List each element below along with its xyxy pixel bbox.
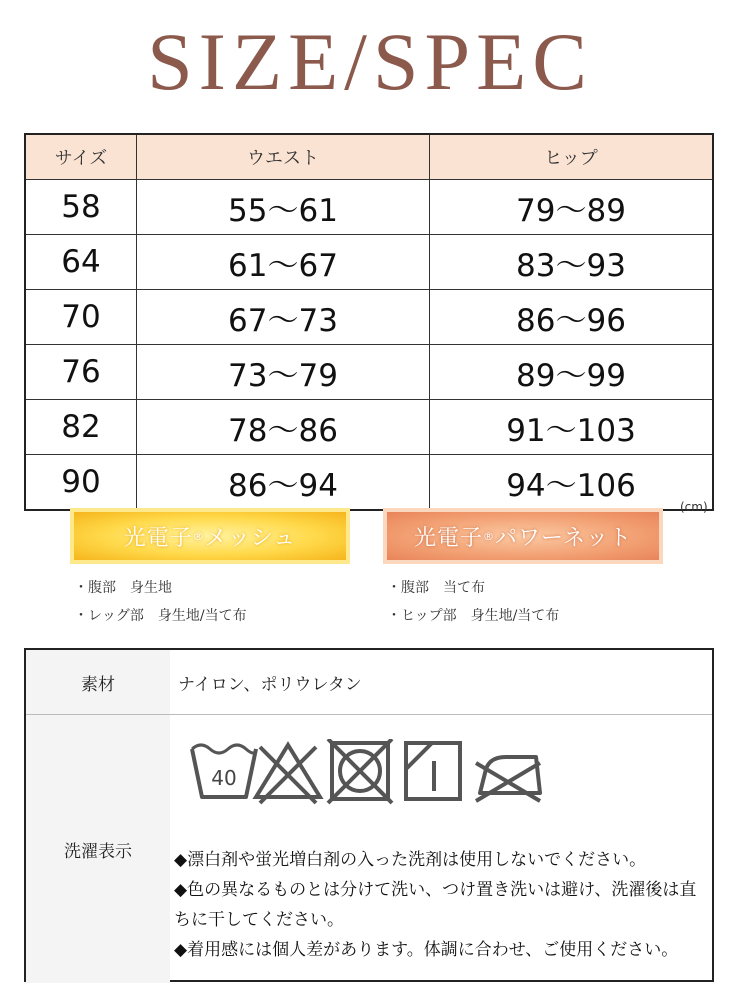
care-note: ◆着用感には個人差があります。体調に合わせ、ご使用ください。	[174, 940, 679, 960]
table-row	[25, 345, 713, 400]
hip-cell: 91〜103	[430, 400, 714, 455]
size-table-header	[25, 134, 713, 180]
no-bleach-icon	[256, 745, 320, 803]
size-cell: 64	[25, 235, 137, 290]
table-row	[25, 235, 713, 290]
size-cell: 82	[25, 400, 137, 455]
size-table	[24, 133, 714, 511]
registered-mark: ®	[483, 529, 496, 543]
waist-cell: 78〜86	[137, 400, 430, 455]
spec-table	[24, 648, 714, 982]
header-waist: ウエスト	[137, 134, 430, 180]
page-title: SIZE/SPEC	[147, 16, 593, 107]
table-row	[25, 455, 713, 511]
table-row	[25, 180, 713, 235]
hip-cell: 89〜99	[430, 345, 714, 400]
mesh-badge	[70, 508, 350, 564]
hip-cell: 83〜93	[430, 235, 714, 290]
power-net-note: ・腹部 当て布	[387, 580, 485, 596]
table-row	[25, 290, 713, 345]
registered-mark: ®	[192, 529, 205, 543]
size-cell: 76	[25, 345, 137, 400]
waist-cell: 73〜79	[137, 345, 430, 400]
mesh-note: ・レッグ部 身生地/当て布	[74, 608, 247, 624]
care-note: ◆漂白剤や蛍光増白剤の入った洗剤は使用しないでください。	[174, 850, 647, 870]
no-iron-icon	[476, 757, 540, 801]
mesh-note: ・腹部 身生地	[74, 580, 172, 596]
size-cell: 70	[25, 290, 137, 345]
hip-cell: 94〜106	[430, 455, 714, 511]
material-label: 素材	[26, 650, 170, 714]
header-size: サイズ	[25, 134, 137, 180]
care-symbols	[188, 739, 568, 809]
wash-40-icon	[192, 745, 256, 797]
power-net-label-post: パワーネット	[495, 525, 632, 551]
care-label: 洗濯表示	[26, 715, 170, 983]
power-net-label-pre: 光電子	[414, 525, 484, 551]
mesh-label-pre: 光電子	[123, 525, 193, 551]
size-cell: 58	[25, 180, 137, 235]
waist-cell: 61〜67	[137, 235, 430, 290]
power-net-badge	[383, 508, 663, 564]
care-row	[26, 715, 712, 982]
size-cell: 90	[25, 455, 137, 511]
care-note: ◆色の異なるものとは分けて洗い、つけ置き洗いは避け、洗濯後は直ちに干してください。	[174, 880, 697, 930]
table-row	[25, 400, 713, 455]
line-dry-shade-icon	[406, 743, 460, 799]
hip-cell: 79〜89	[430, 180, 714, 235]
unit-label: (cm)	[680, 500, 708, 514]
no-tumble-dry-icon	[328, 739, 392, 803]
waist-cell: 86〜94	[137, 455, 430, 511]
material-row	[26, 650, 712, 715]
material-value: ナイロン、ポリウレタン	[178, 675, 362, 695]
waist-cell: 67〜73	[137, 290, 430, 345]
mesh-label-post: メッシュ	[204, 525, 297, 551]
hip-cell: 86〜96	[430, 290, 714, 345]
power-net-note: ・ヒップ部 身生地/当て布	[387, 608, 560, 624]
header-hip: ヒップ	[430, 134, 714, 180]
waist-cell: 55〜61	[137, 180, 430, 235]
wash-temp: 40	[211, 766, 237, 790]
care-notes	[174, 845, 704, 965]
